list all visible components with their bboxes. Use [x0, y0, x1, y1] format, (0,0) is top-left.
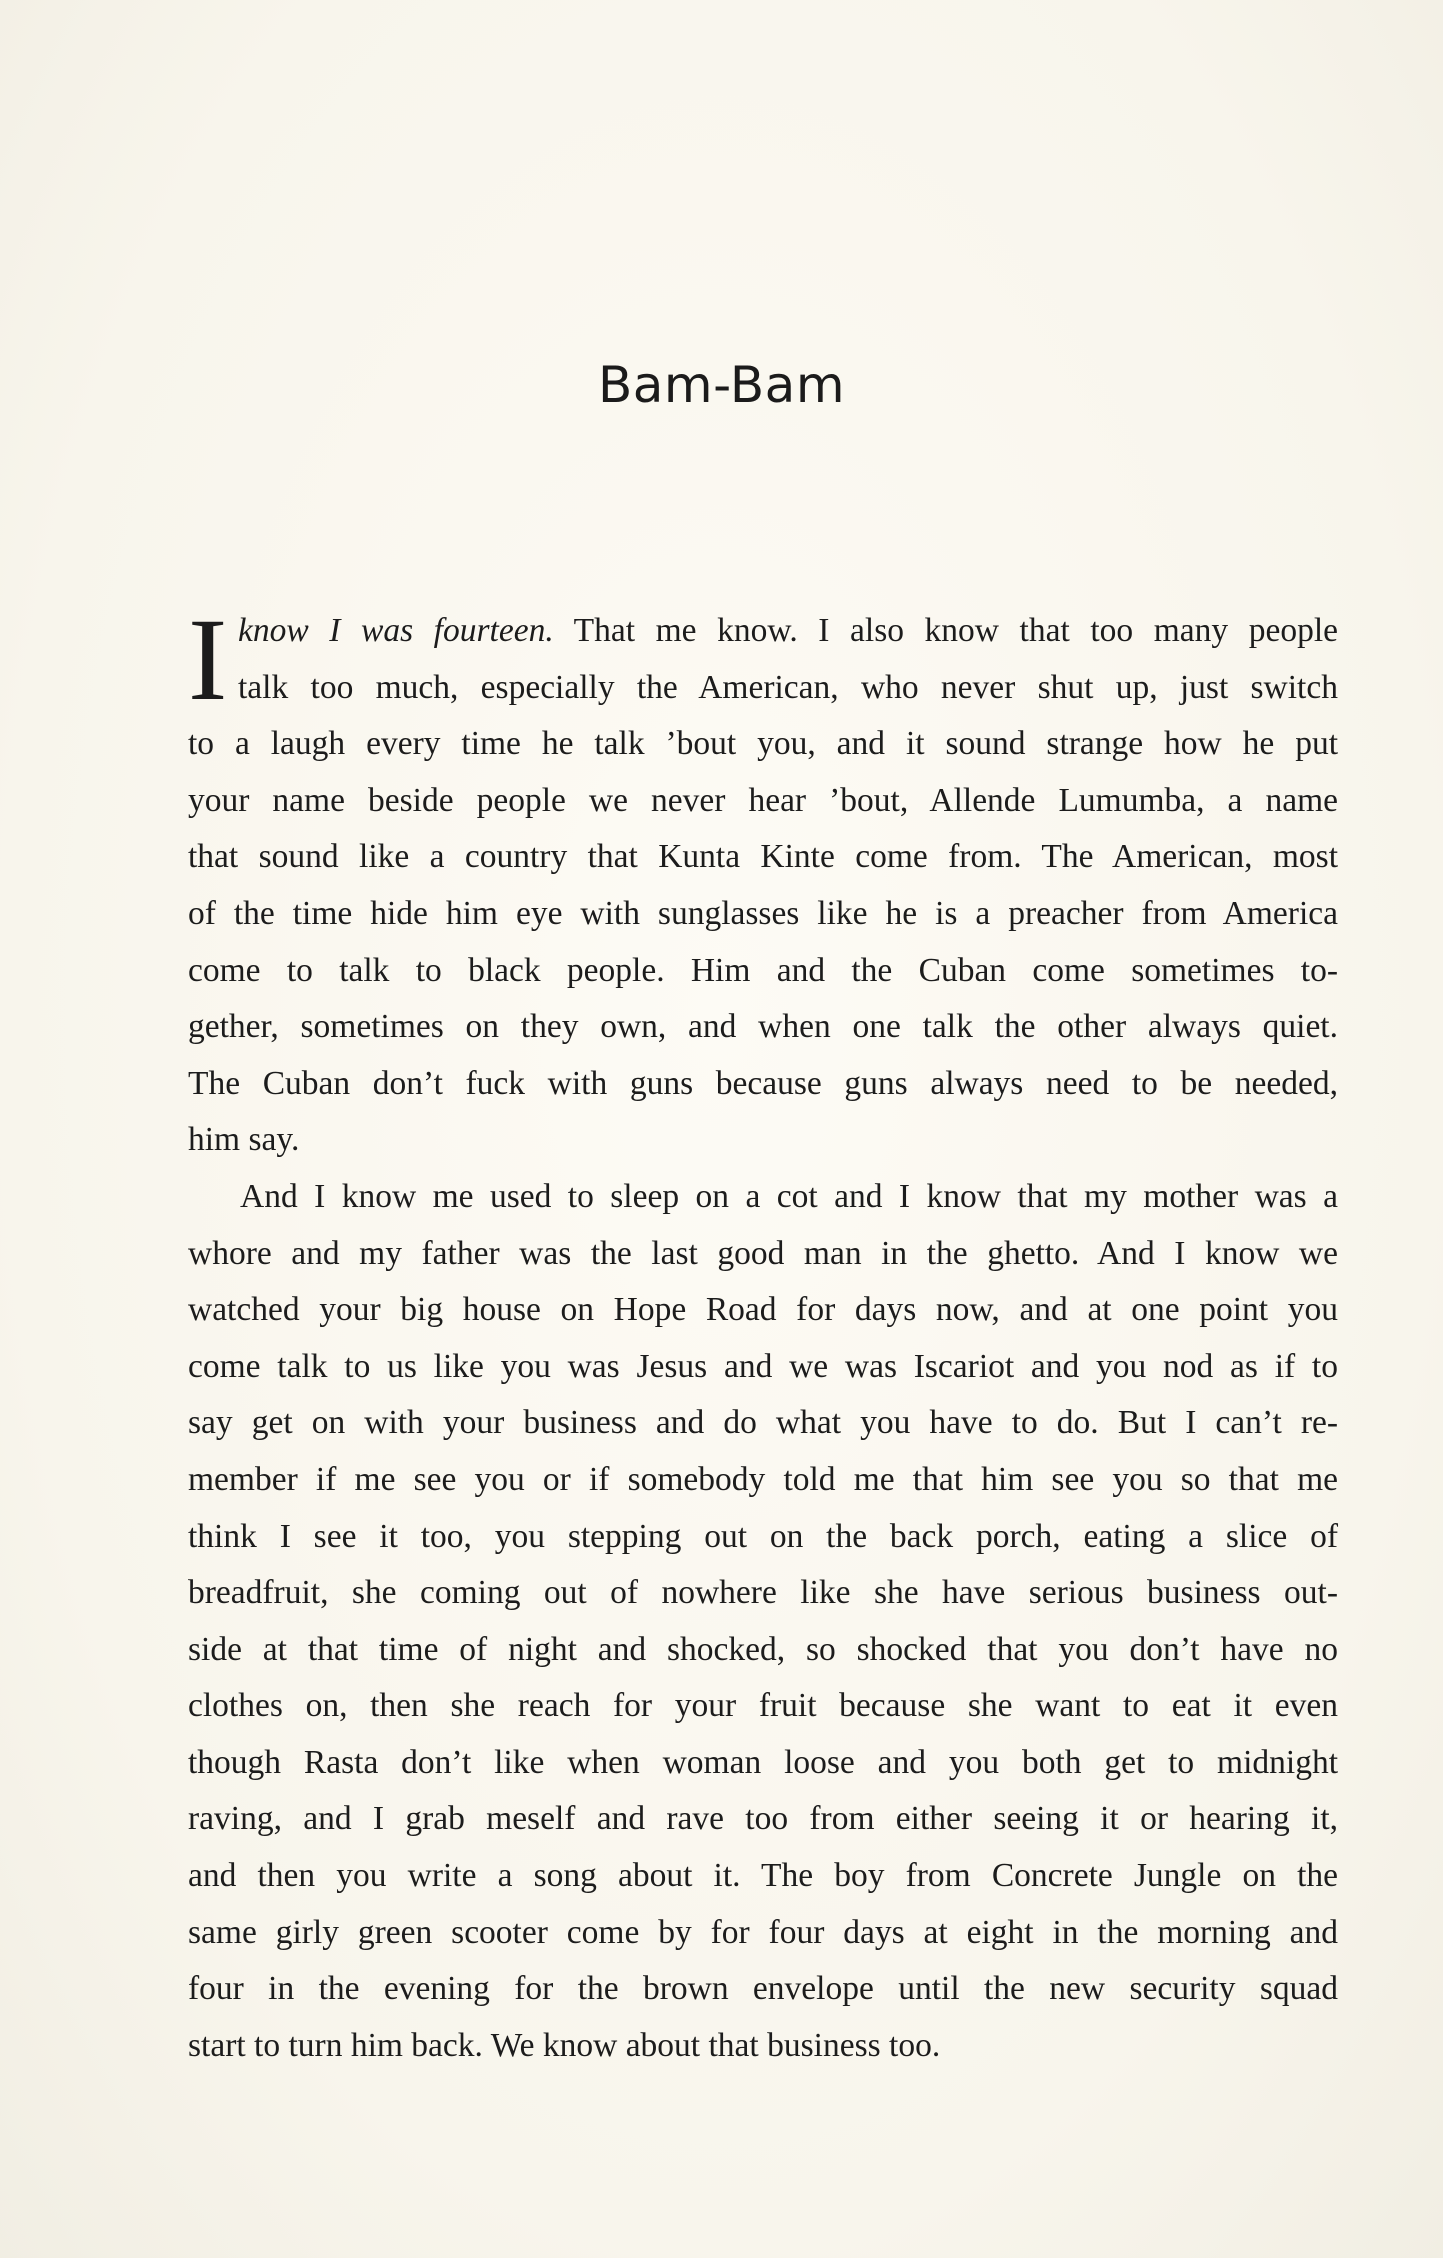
body-text: [188, 594, 1338, 2074]
paragraph-1-line-2: talk too much, especially the American, who never shut up, just switch: [238, 668, 1338, 706]
paragraph-2-line-3: watched your big house on Hope Road for days now, and at one point you: [188, 1291, 1338, 1329]
paragraph-1-line-1: [188, 603, 1338, 660]
paragraph-2-line-6: member if me see you or if somebody told me that him see you so that me: [188, 1460, 1338, 1498]
chapter-title: Bam-Bam: [597, 356, 846, 414]
paragraph-2-line-12: raving, and I grab meself and rave too from either seeing it or hearing it,: [188, 1800, 1338, 1838]
paragraph-1-line-5: that sound like a country that Kunta Kinte come from. The American, most: [188, 838, 1338, 876]
paragraph-1-line-3: to a laugh every time he talk ’bout you, and it sound strange how he put: [188, 725, 1338, 763]
paragraph-1-line-7: come to talk to black people. Him and the Cuban come sometimes to-: [188, 951, 1338, 989]
paragraph-1-line-8: gether, sometimes on they own, and when one talk the other always quiet.: [188, 1008, 1338, 1046]
paragraph-2-line-5: say get on with your business and do what you have to do. But I can’t re-: [188, 1404, 1338, 1442]
paragraph-2-line-10: clothes on, then she reach for your fruit because she want to eat it even: [188, 1687, 1338, 1725]
paragraph-2-line-9: side at that time of night and shocked, so shocked that you don’t have no: [188, 1630, 1338, 1668]
paragraph-1-line-9: The Cuban don’t fuck with guns because guns always need to be needed,: [188, 1064, 1338, 1102]
opening-italic-phrase: know I was fourteen.: [238, 612, 554, 649]
paragraph-1-line-4: your name beside people we never hear ’bout, Allende Lumumba, a name: [188, 781, 1338, 819]
paragraph-2-line-4: come talk to us like you was Jesus and we was Iscariot and you nod as if to: [188, 1347, 1338, 1385]
paragraph-2-line-2: whore and my father was the last good man in the ghetto. And I know we: [188, 1234, 1338, 1272]
paragraph-2-line-7: think I see it too, you stepping out on the back porch, eating a slice of: [188, 1517, 1338, 1555]
line-1-rest: That me know. I also know that too many people: [553, 612, 1338, 649]
paragraph-2-line-16: start to turn him back. We know about that business too.: [188, 2026, 941, 2064]
paragraph-2-line-13: and then you write a song about it. The boy from Concrete Jungle on the: [188, 1857, 1338, 1895]
paragraph-1-line-10: him say.: [188, 1121, 300, 1159]
paragraph-2-line-14: same girly green scooter come by for four days at eight in the morning and: [188, 1913, 1338, 1951]
paragraph-1-line-6: of the time hide him eye with sunglasses like he is a preacher from America: [188, 894, 1338, 932]
paragraph-2-line-8: breadfruit, she coming out of nowhere like she have serious business out-: [188, 1574, 1338, 1612]
paragraph-2-line-15: four in the evening for the brown envelope until the new security squad: [188, 1970, 1338, 2008]
paragraph-2-line-11: though Rasta don’t like when woman loose and you both get to midnight: [188, 1743, 1338, 1781]
paragraph-2-line-1: And I know me used to sleep on a cot and I know that my mother was a: [240, 1177, 1338, 1215]
drop-cap: I: [188, 594, 228, 725]
